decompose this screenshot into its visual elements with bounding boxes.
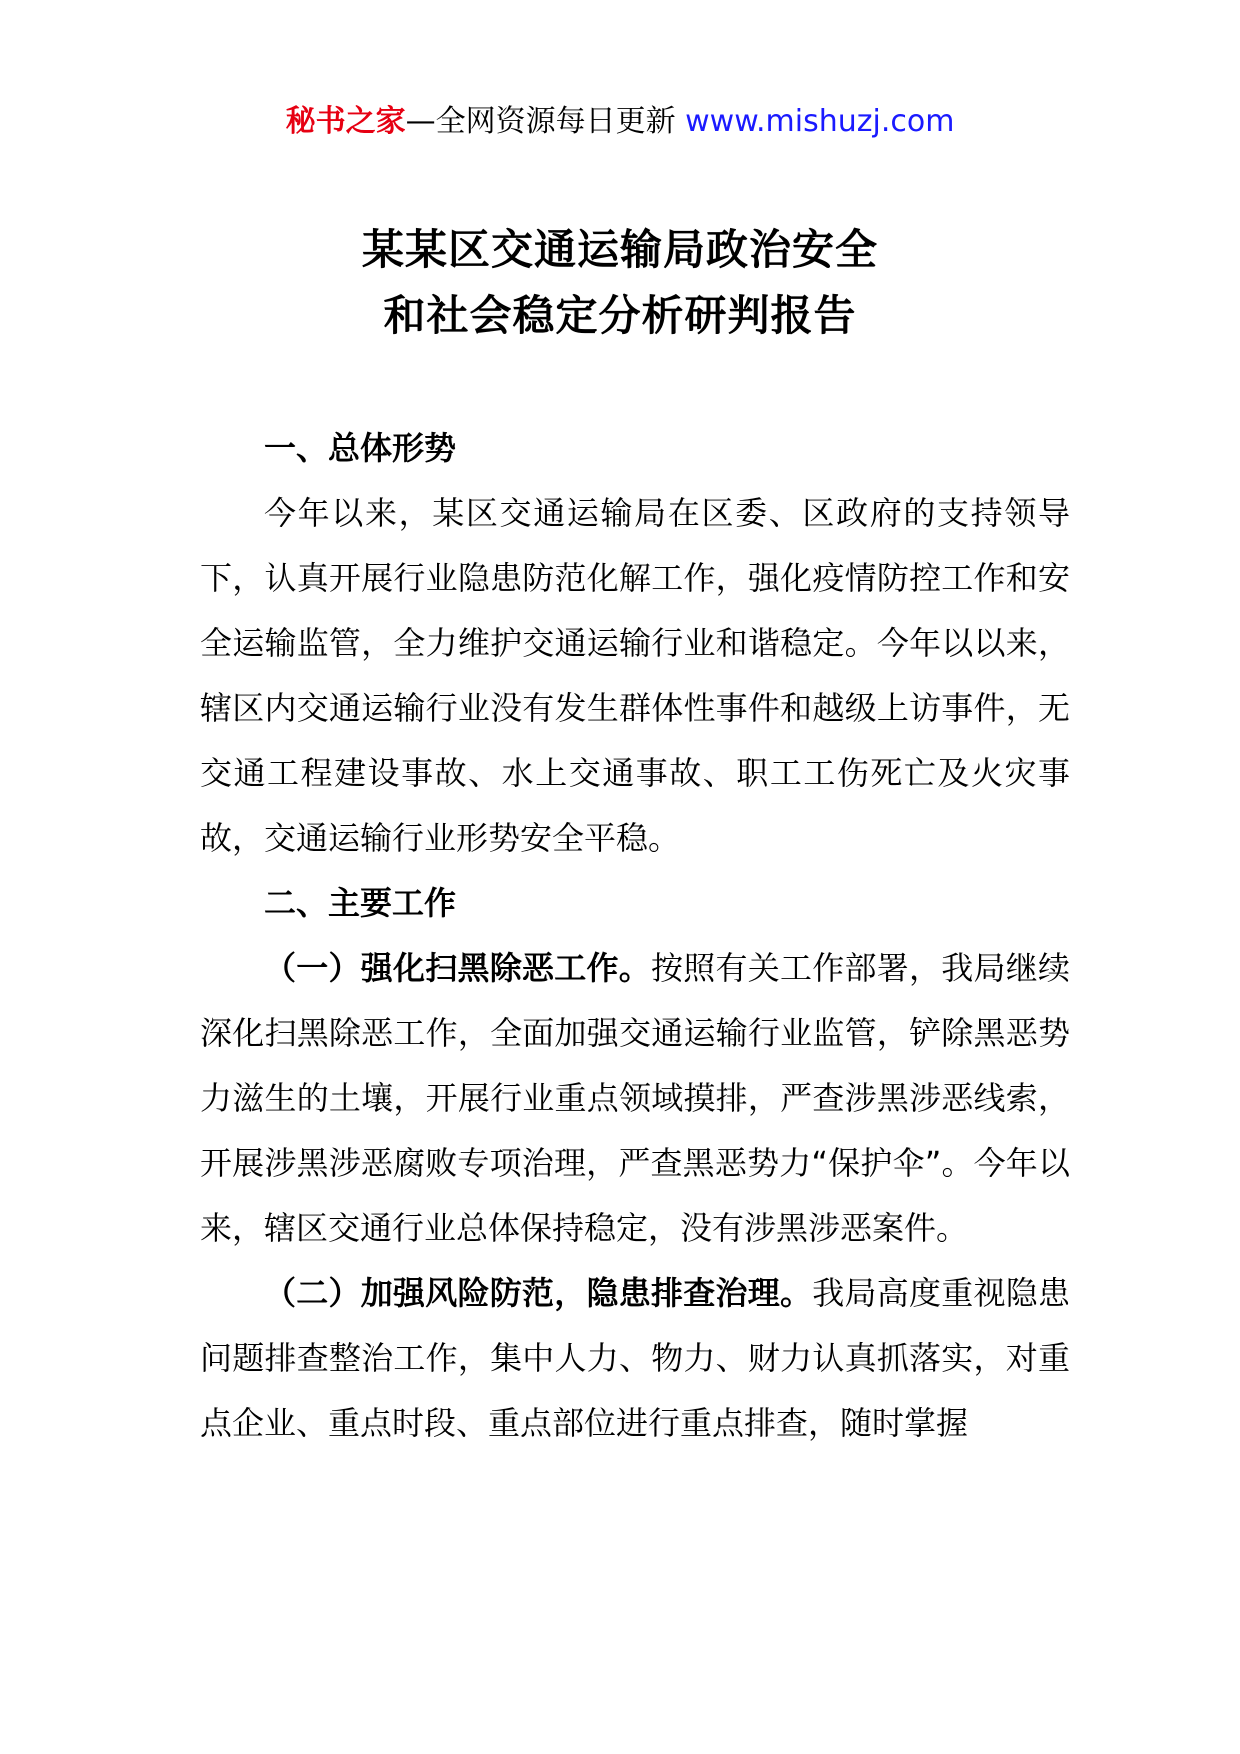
site-url-link[interactable]: www.mishuzj.com (685, 104, 955, 139)
paragraph-overall: 今年以来，某区交通运输局在区委、区政府的支持领导下，认真开展行业隐患防范化解工作，强化疫情防控工作和安全运输监管，全力维护交通运输行业和谐稳定。今年以以来，辖区内交通运输行业没有发生群体性事件和越级上访事件，无交通工程建设事故、水上交通事故、职工工伤死亡及火灾事故，交通运输行业形势安全平稳。 (200, 494, 1070, 857)
section-heading-overall: 一、总体形势 (264, 429, 457, 467)
paragraph-work-1-text: 按照有关工作部署，我局继续深化扫黑除恶工作，全面加强交通运输行业监管，铲除黑恶势力滋生的土壤，开展行业重点领域摸排，严查涉黑涉恶线索，开展涉黑涉恶腐败专项治理，严查黑恶势力“保护伞”。今年以来，辖区交通行业总体保持稳定，没有涉黑涉恶案件。 (200, 949, 1070, 1247)
document-title (0, 217, 1240, 349)
paragraph-work-1 (200, 936, 1070, 1261)
paragraph-work-1-lead: （一）强化扫黑除恶工作。 (264, 949, 651, 987)
title-line-1: 某某区交通运输局政治安全 (361, 225, 878, 274)
section-heading-main-work: 二、主要工作 (264, 884, 457, 922)
brand-name: 秘书之家 (285, 104, 406, 139)
paragraph-work-2 (200, 1261, 1070, 1456)
site-header (0, 102, 1240, 142)
paragraph-work-2-text: 我局高度重视隐患问题排查整治工作，集中人力、物力、财力认真抓落实，对重点企业、重点时段、重点部位进行重点排查，随时掌握 (200, 1274, 1070, 1442)
paragraph-work-2-lead: （二）加强风险防范，隐患排查治理。 (264, 1274, 813, 1312)
title-line-2: 和社会稳定分析研判报告 (383, 291, 857, 340)
document-body (200, 416, 1070, 1456)
site-tagline: —全网资源每日更新 (405, 104, 676, 139)
